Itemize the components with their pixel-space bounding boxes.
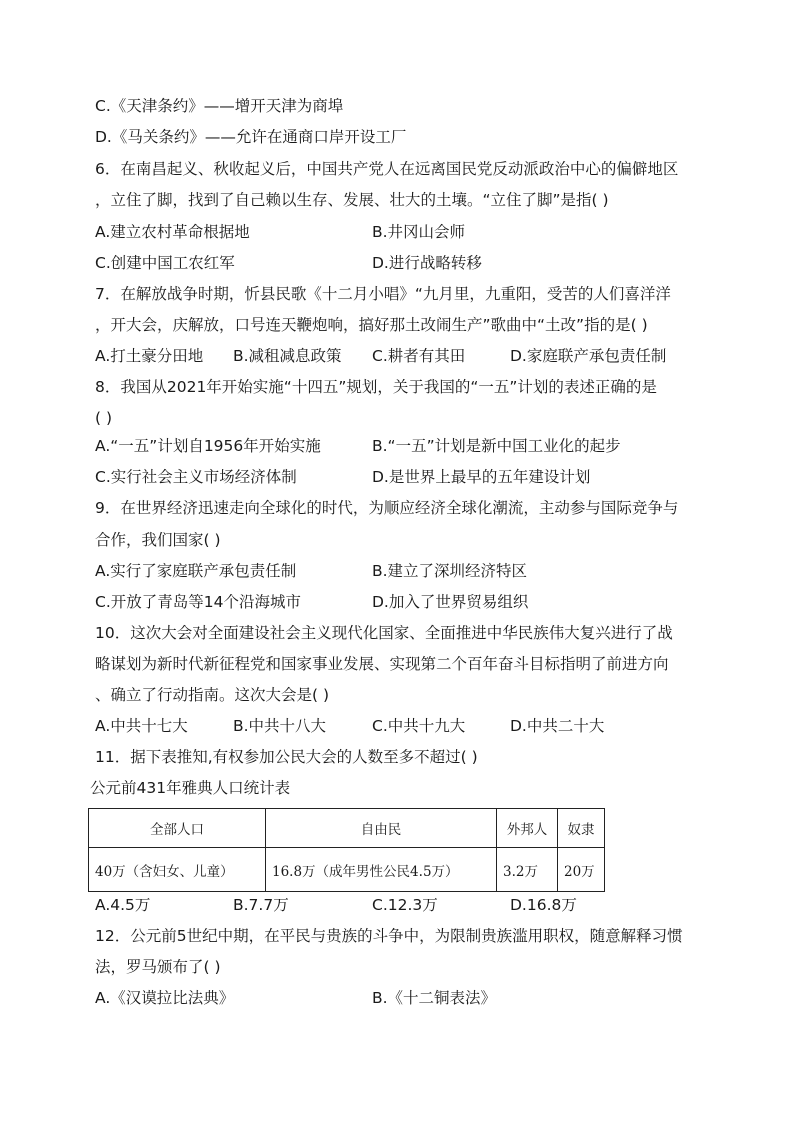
- q10-option-c: C.中共十九大: [372, 717, 466, 735]
- table-header-row: [89, 809, 605, 848]
- q12-option-b: B.《十二铜表法》: [372, 989, 497, 1007]
- q8-option-b: B.“一五”计划是新中国工业化的起步: [372, 437, 621, 455]
- q10-option-d: D.中共二十大: [510, 717, 605, 735]
- table-cell: 20万: [558, 848, 605, 892]
- table-header-cell: 外邦人: [497, 809, 558, 848]
- q5-option-c: C.《天津条约》——增开天津为商埠: [95, 97, 344, 115]
- q6-option-b: B.井冈山会师: [372, 223, 466, 241]
- q8-stem-line2: ( ): [95, 409, 113, 427]
- q10-option-a: A.中共十七大: [95, 717, 188, 735]
- q7-stem-line1: 7．在解放战争时期，忻县民歌《十二月小唱》“九月里，九重阳，受苦的人们喜洋洋: [95, 285, 671, 303]
- q12-stem-line1: 12．公元前5世纪中期，在平民与贵族的斗争中，为限制贵族滥用职权，随意解释习惯: [95, 927, 683, 945]
- q6-option-c: C.创建中国工农红军: [95, 254, 235, 272]
- q9-stem-line1: 9．在世界经济迅速走向全球化的时代，为顺应经济全球化潮流，主动参与国际竞争与: [95, 499, 679, 517]
- q6-stem-line2: ，立住了脚，找到了自己赖以生存、发展、壮大的土壤。“立住了脚”是指( ): [95, 191, 609, 209]
- q8-stem-line1: 8．我国从2021年开始实施“十四五”规划，关于我国的“一五”计划的表述正确的是: [95, 378, 657, 396]
- q9-stem-line2: 合作，我们国家( ): [95, 531, 221, 549]
- q11-option-d: D.16.8万: [510, 896, 577, 914]
- q11-option-b: B.7.7万: [233, 896, 289, 914]
- table-cell: 40万（含妇女、儿童）: [89, 848, 266, 892]
- q8-option-a: A.“一五”计划自1956年开始实施: [95, 437, 321, 455]
- q6-option-a: A.建立农村革命根据地: [95, 223, 250, 241]
- q7-option-d: D.家庭联产承包责任制: [510, 347, 667, 365]
- q7-option-c: C.耕者有其田: [372, 347, 466, 365]
- q7-option-b: B.减租减息政策: [233, 347, 342, 365]
- q6-stem-line1: 6．在南昌起义、秋收起义后，中国共产党人在远离国民党反动派政治中心的偏僻地区: [95, 160, 679, 178]
- q7-option-a: A.打土豪分田地: [95, 347, 204, 365]
- table-cell: 16.8万（成年男性公民4.5万）: [266, 848, 497, 892]
- q10-stem-line1: 10．这次大会对全面建设社会主义现代化国家、全面推进中华民族伟大复兴进行了战: [95, 624, 673, 642]
- q9-option-b: B.建立了深圳经济特区: [372, 562, 528, 580]
- q12-option-a: A.《汉谟拉比法典》: [95, 989, 235, 1007]
- table-header-cell: 全部人口: [89, 809, 266, 848]
- q12-stem-line2: 法，罗马颁布了( ): [95, 958, 221, 976]
- q8-option-c: C.实行社会主义市场经济体制: [95, 468, 297, 486]
- q5-option-d: D.《马关条约》——允许在通商口岸开设工厂: [95, 128, 407, 146]
- q9-option-a: A.实行了家庭联产承包责任制: [95, 562, 297, 580]
- table-header-cell: 自由民: [266, 809, 497, 848]
- table-cell: 3.2万: [497, 848, 558, 892]
- table-row: [89, 848, 605, 892]
- q8-option-d: D.是世界上最早的五年建设计划: [372, 468, 591, 486]
- table-header-cell: 奴隶: [558, 809, 605, 848]
- q9-option-c: C.开放了青岛等14个沿海城市: [95, 593, 301, 611]
- q11-option-a: A.4.5万: [95, 896, 151, 914]
- q11-table-title: 公元前431年雅典人口统计表: [90, 779, 291, 797]
- q10-stem-line3: 、确立了行动指南。这次大会是( ): [95, 686, 330, 704]
- q6-option-d: D.进行战略转移: [372, 254, 482, 272]
- q7-stem-line2: ，开大会，庆解放，口号连天鞭炮响，搞好那土改闹生产”歌曲中“土改”指的是( ): [95, 316, 648, 334]
- population-table: [88, 808, 605, 892]
- q11-option-c: C.12.3万: [372, 896, 438, 914]
- q9-option-d: D.加入了世界贸易组织: [372, 593, 529, 611]
- q11-stem-line1: 11．据下表推知,有权参加公民大会的人数至多不超过( ): [95, 748, 478, 766]
- q10-option-b: B.中共十八大: [233, 717, 327, 735]
- q10-stem-line2: 略谋划为新时代新征程党和国家事业发展、实现第二个百年奋斗目标指明了前进方向: [95, 655, 669, 673]
